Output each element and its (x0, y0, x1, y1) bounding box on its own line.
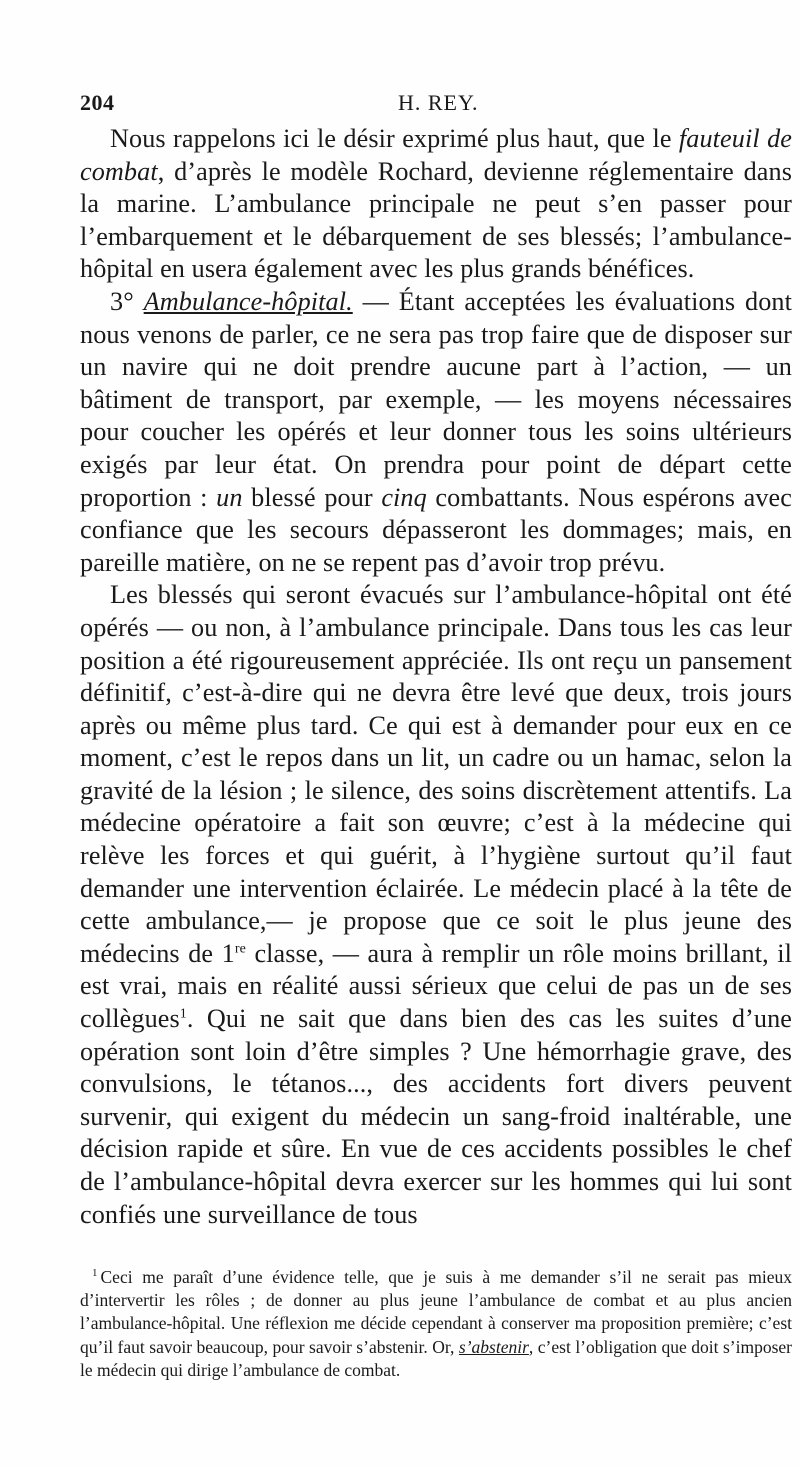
text-run: s’abstenir (458, 1336, 529, 1357)
text-run: . Qui ne sait que dans bien des cas les suites d’une opération sont loin d’être simples ? Une hémorrhagie grave, des convulsions, le tétanos..., des accidents fort divers peuvent survenir, qui exigent du médecin un sang-froid inaltérable, une décision rapide et sûre. En vue de ces accidents possibles le chef de l’ambulance-hôpital devra exercer sur les hommes qui lui sont confiés une surveillance de tous (80, 1004, 792, 1229)
text-run: 3° (110, 286, 144, 316)
text-run: fauteuil de combat (80, 124, 792, 186)
text-run: blessé pour (242, 482, 382, 512)
footnote-marker: 1 (92, 1267, 98, 1279)
footnote (80, 1262, 792, 1382)
text-run: Ambulance-hôpital. (143, 286, 353, 316)
text-run: classe, — aura à remplir un rôle moins brillant, il est vrai, mais en réalité aussi sérieux que celui de pas un de ses collègues (80, 938, 792, 1034)
text-run: Les blessés qui seront évacués sur l’ambulance-hôpital ont été opérés — ou non, à l’ambulance principale. Dans tous les cas leur position a été rigoureusement appréciée. Ils ont reçu un pansement définitif, c’est-à-dire qui ne devra être levé que deux, trois jours après ou même plus tard. Ce qui est à demander pour eux en ce moment, c’est le repos dans un lit, un cadre ou un hamac, selon la gravité de la lésion ; le silence, des soins discrètement attentifs. La médecine opératoire a fait son œuvre; c’est à la médecine qui relève les forces et qui guérit, à l’hygiène surtout qu’il faut demander une intervention éclairée. Le médecin placé à la tête de cette ambulance,— je propose que ce soit le plus jeune des médecins de 1 (80, 580, 792, 968)
text-run: , d’après le modèle Rochard, devienne réglementaire dans la marine. L’ambulance principale ne peut s’en passer pour l’embarquement et le débarquement de ses blessés; l’ambulance-hôpital en usera également avec les plus grands bénéfices. (80, 156, 792, 284)
text-run: , c’est l’obligation que doit s’imposer le médecin qui dirige l’ambulance de combat. (80, 1336, 792, 1381)
text-run: — Étant acceptées les évaluations dont nous venons de parler, ce ne sera pas trop faire que de disposer sur un navire qui ne doit prendre aucune part à l’action, — un bâtiment de transport, par exemple, — les moyens nécessaires pour coucher les opérés et leur donner tous les soins ultérieurs exigés par leur état. On prendra pour point de départ cette proportion : (80, 286, 792, 512)
text-run: un (216, 482, 243, 512)
page-number: 204 (80, 90, 115, 115)
text-run: Ceci me paraît d’une évidence telle, que je suis à me demander s’il ne serait pas mieux d’intervertir les rôles ; de donner au plus jeune l’ambulance de combat et au plus ancien l’ambulance-hôpital. Une réflexion me décide cependant à conserver ma proposition première; c’est qu’il faut savoir beaucoup, pour savoir s’abstenir. Or, (80, 1266, 792, 1357)
footnotes (80, 1262, 792, 1382)
running-head: H. REY. (398, 90, 479, 115)
body-text (80, 123, 792, 1231)
paragraph (80, 286, 792, 579)
text-run: re (234, 941, 246, 957)
paragraph (80, 123, 792, 286)
text-run: cinq (381, 482, 427, 512)
text-run: Nous rappelons ici le désir exprimé plus haut, que le (110, 124, 679, 153)
page-header (80, 90, 800, 120)
text-run: combattants. Nous espérons avec confiance que les secours dépasseront les dommages; mais, en pareille matière, on ne se repent pas d’avoir trop prévu. (80, 482, 792, 577)
paragraph (80, 579, 792, 1231)
text-run: 1 (179, 1006, 187, 1022)
footnote-text (80, 1267, 792, 1380)
